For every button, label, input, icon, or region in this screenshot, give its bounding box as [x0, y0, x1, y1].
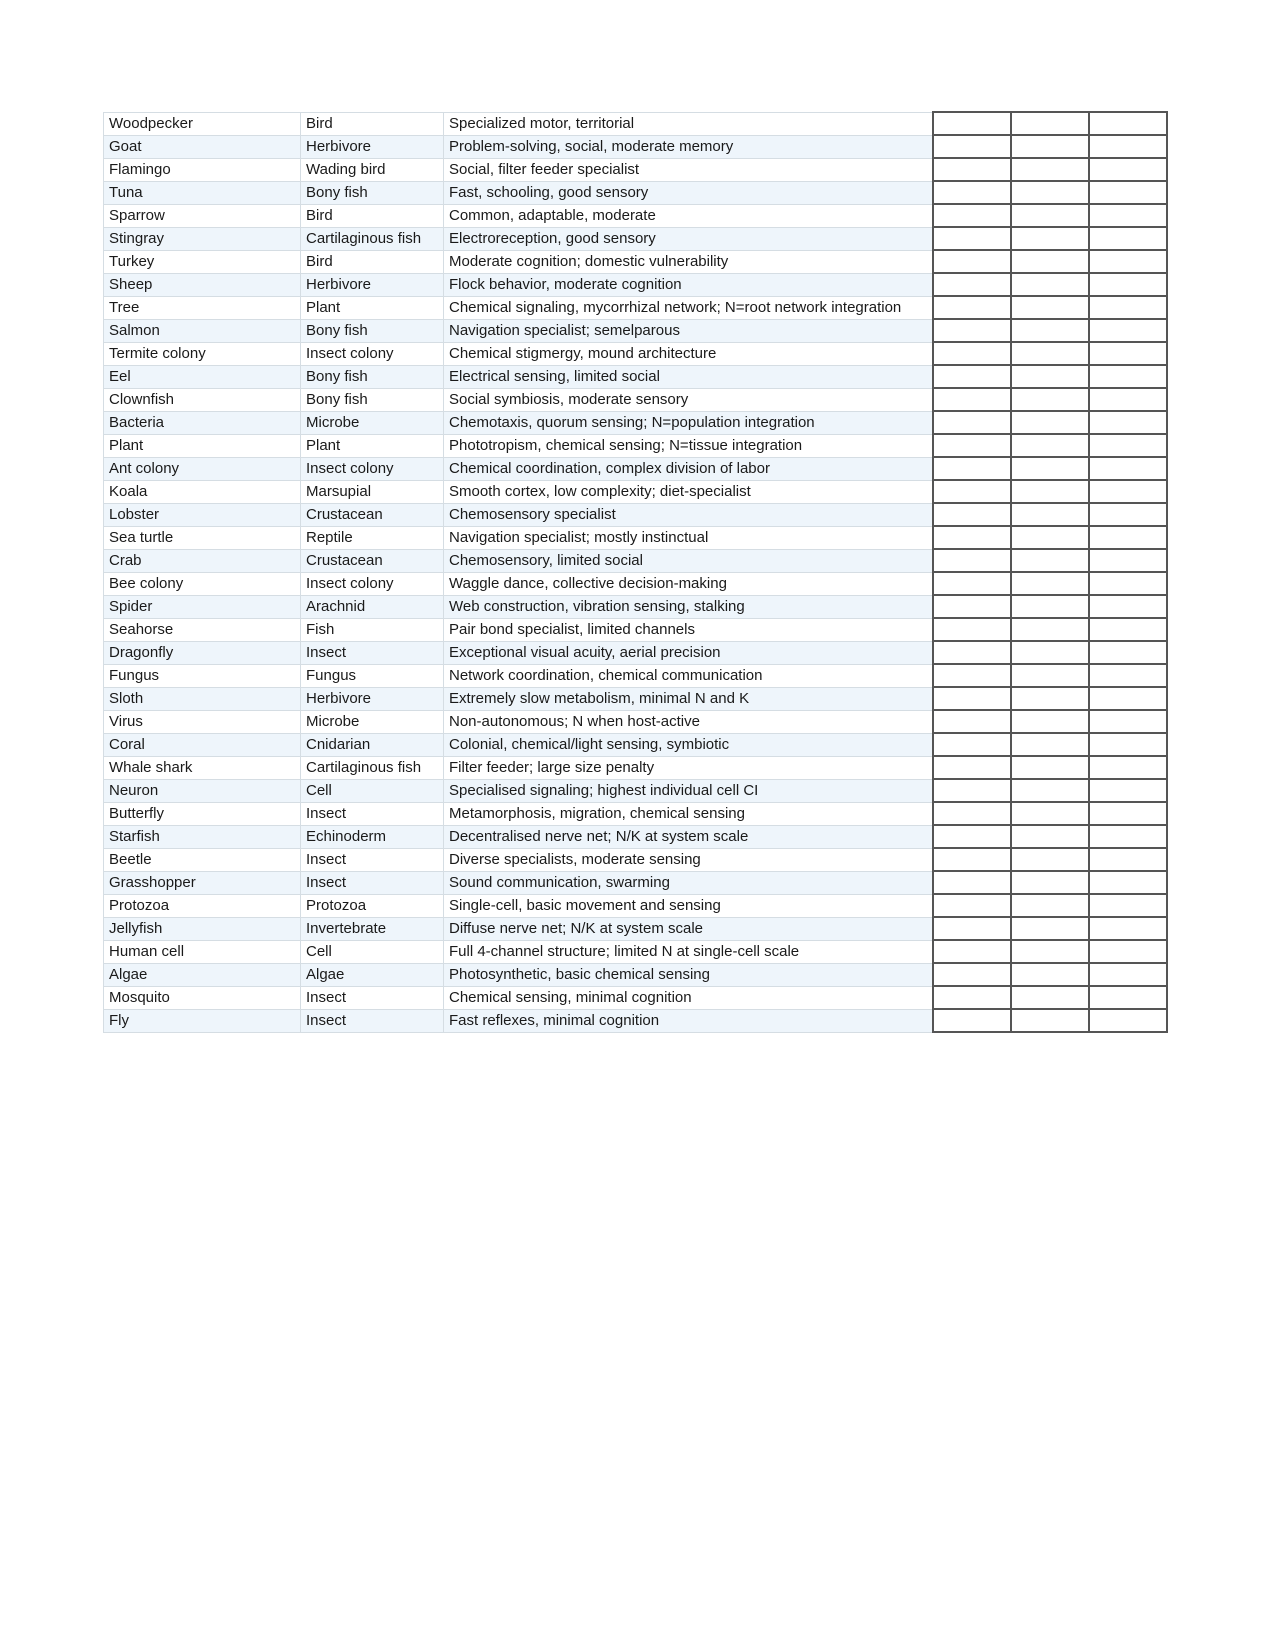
blank-input-cell[interactable]	[933, 296, 1011, 319]
blank-input-cell[interactable]	[933, 434, 1011, 457]
table-row	[104, 871, 1167, 894]
table-row	[104, 756, 1167, 779]
blank-input-cell[interactable]	[933, 227, 1011, 250]
species-category-cell[interactable]: Cell	[301, 779, 444, 802]
blank-input-cell[interactable]	[933, 848, 1011, 871]
blank-input-cell[interactable]	[1011, 388, 1089, 411]
table-row	[104, 457, 1167, 480]
table-body	[104, 112, 1167, 1032]
species-name-cell[interactable]: Tree	[104, 296, 301, 319]
blank-input-cell[interactable]	[1011, 526, 1089, 549]
blank-input-cell[interactable]	[1089, 296, 1167, 319]
table-row	[104, 710, 1167, 733]
species-name-cell[interactable]: Protozoa	[104, 894, 301, 917]
blank-input-cell[interactable]	[1089, 411, 1167, 434]
species-category-cell[interactable]: Microbe	[301, 411, 444, 434]
blank-input-cell[interactable]	[933, 526, 1011, 549]
species-description-cell[interactable]: Pair bond specialist, limited channels	[444, 618, 933, 641]
species-name-cell[interactable]: Sheep	[104, 273, 301, 296]
table-row	[104, 641, 1167, 664]
species-table	[103, 111, 1168, 1033]
blank-input-cell[interactable]	[1011, 618, 1089, 641]
species-category-cell[interactable]: Microbe	[301, 710, 444, 733]
species-description-cell[interactable]: Chemical sensing, minimal cognition	[444, 986, 933, 1009]
table-row	[104, 963, 1167, 986]
species-name-cell[interactable]: Dragonfly	[104, 641, 301, 664]
species-name-cell[interactable]: Jellyfish	[104, 917, 301, 940]
table-row	[104, 296, 1167, 319]
blank-input-cell[interactable]	[1011, 342, 1089, 365]
blank-input-cell[interactable]	[933, 687, 1011, 710]
blank-input-cell[interactable]	[933, 986, 1011, 1009]
blank-input-cell[interactable]	[1011, 227, 1089, 250]
blank-input-cell[interactable]	[933, 572, 1011, 595]
species-category-cell[interactable]: Echinoderm	[301, 825, 444, 848]
species-description-cell[interactable]: Colonial, chemical/light sensing, symbiotic	[444, 733, 933, 756]
blank-input-cell[interactable]	[933, 618, 1011, 641]
species-category-cell[interactable]: Insect colony	[301, 457, 444, 480]
blank-input-cell[interactable]	[933, 549, 1011, 572]
blank-input-cell[interactable]	[1011, 894, 1089, 917]
table-row	[104, 986, 1167, 1009]
species-name-cell[interactable]: Turkey	[104, 250, 301, 273]
species-description-cell[interactable]: Social, filter feeder specialist	[444, 158, 933, 181]
blank-input-cell[interactable]	[1011, 296, 1089, 319]
species-category-cell[interactable]: Algae	[301, 963, 444, 986]
blank-input-cell[interactable]	[1011, 963, 1089, 986]
blank-input-cell[interactable]	[1089, 204, 1167, 227]
species-name-cell[interactable]: Neuron	[104, 779, 301, 802]
blank-input-cell[interactable]	[1089, 227, 1167, 250]
species-name-cell[interactable]: Starfish	[104, 825, 301, 848]
table-row	[104, 342, 1167, 365]
species-category-cell[interactable]: Cnidarian	[301, 733, 444, 756]
species-category-cell[interactable]: Protozoa	[301, 894, 444, 917]
blank-input-cell[interactable]	[933, 733, 1011, 756]
species-description-cell[interactable]: Smooth cortex, low complexity; diet-specialist	[444, 480, 933, 503]
species-description-cell[interactable]: Photosynthetic, basic chemical sensing	[444, 963, 933, 986]
table-row	[104, 112, 1167, 135]
blank-input-cell[interactable]	[1089, 871, 1167, 894]
blank-input-cell[interactable]	[933, 342, 1011, 365]
species-description-cell[interactable]: Electrical sensing, limited social	[444, 365, 933, 388]
species-description-cell[interactable]: Fast, schooling, good sensory	[444, 181, 933, 204]
blank-input-cell[interactable]	[1089, 894, 1167, 917]
blank-input-cell[interactable]	[933, 411, 1011, 434]
species-description-cell[interactable]: Sound communication, swarming	[444, 871, 933, 894]
species-name-cell[interactable]: Grasshopper	[104, 871, 301, 894]
species-category-cell[interactable]: Bony fish	[301, 181, 444, 204]
species-category-cell[interactable]: Fish	[301, 618, 444, 641]
species-category-cell[interactable]: Plant	[301, 296, 444, 319]
species-description-cell[interactable]: Non-autonomous; N when host-active	[444, 710, 933, 733]
table-row	[104, 572, 1167, 595]
table-row	[104, 733, 1167, 756]
table-row	[104, 1009, 1167, 1032]
blank-input-cell[interactable]	[1011, 503, 1089, 526]
species-category-cell[interactable]: Bony fish	[301, 319, 444, 342]
species-name-cell[interactable]: Koala	[104, 480, 301, 503]
blank-input-cell[interactable]	[933, 779, 1011, 802]
blank-input-cell[interactable]	[1011, 204, 1089, 227]
blank-input-cell[interactable]	[1011, 572, 1089, 595]
species-category-cell[interactable]: Bird	[301, 204, 444, 227]
species-category-cell[interactable]: Bird	[301, 112, 444, 135]
species-description-cell[interactable]: Waggle dance, collective decision-making	[444, 572, 933, 595]
blank-input-cell[interactable]	[933, 158, 1011, 181]
species-category-cell[interactable]: Fungus	[301, 664, 444, 687]
species-category-cell[interactable]: Marsupial	[301, 480, 444, 503]
table-row	[104, 802, 1167, 825]
species-description-cell[interactable]: Filter feeder; large size penalty	[444, 756, 933, 779]
blank-input-cell[interactable]	[1011, 664, 1089, 687]
blank-input-cell[interactable]	[1011, 641, 1089, 664]
species-description-cell[interactable]: Specialized motor, territorial	[444, 112, 933, 135]
table-row	[104, 825, 1167, 848]
species-description-cell[interactable]: Common, adaptable, moderate	[444, 204, 933, 227]
species-description-cell[interactable]: Extremely slow metabolism, minimal N and K	[444, 687, 933, 710]
blank-input-cell[interactable]	[933, 319, 1011, 342]
blank-input-cell[interactable]	[1089, 135, 1167, 158]
table-row	[104, 273, 1167, 296]
table-row	[104, 779, 1167, 802]
blank-input-cell[interactable]	[1011, 319, 1089, 342]
blank-input-cell[interactable]	[1011, 687, 1089, 710]
blank-input-cell[interactable]	[933, 825, 1011, 848]
blank-input-cell[interactable]	[933, 802, 1011, 825]
blank-input-cell[interactable]	[1011, 434, 1089, 457]
blank-input-cell[interactable]	[1011, 135, 1089, 158]
table-row	[104, 411, 1167, 434]
species-name-cell[interactable]: Crab	[104, 549, 301, 572]
blank-input-cell[interactable]	[933, 940, 1011, 963]
blank-input-cell[interactable]	[1011, 871, 1089, 894]
species-description-cell[interactable]: Phototropism, chemical sensing; N=tissue integration	[444, 434, 933, 457]
blank-input-cell[interactable]	[1011, 825, 1089, 848]
species-description-cell[interactable]: Problem-solving, social, moderate memory	[444, 135, 933, 158]
species-category-cell[interactable]: Cell	[301, 940, 444, 963]
table-row	[104, 503, 1167, 526]
blank-input-cell[interactable]	[1011, 457, 1089, 480]
table-row	[104, 227, 1167, 250]
blank-input-cell[interactable]	[933, 480, 1011, 503]
blank-input-cell[interactable]	[933, 917, 1011, 940]
species-description-cell[interactable]: Fast reflexes, minimal cognition	[444, 1009, 933, 1032]
blank-input-cell[interactable]	[1089, 687, 1167, 710]
table-row	[104, 595, 1167, 618]
table-row	[104, 365, 1167, 388]
blank-input-cell[interactable]	[933, 894, 1011, 917]
blank-input-cell[interactable]	[933, 204, 1011, 227]
blank-input-cell[interactable]	[933, 710, 1011, 733]
species-category-cell[interactable]: Cartilaginous fish	[301, 227, 444, 250]
blank-input-cell[interactable]	[1089, 250, 1167, 273]
species-name-cell[interactable]: Bee colony	[104, 572, 301, 595]
species-name-cell[interactable]: Human cell	[104, 940, 301, 963]
table-row	[104, 917, 1167, 940]
blank-input-cell[interactable]	[1089, 319, 1167, 342]
blank-input-cell[interactable]	[1011, 181, 1089, 204]
species-description-cell[interactable]: Social symbiosis, moderate sensory	[444, 388, 933, 411]
blank-input-cell[interactable]	[1089, 986, 1167, 1009]
blank-input-cell[interactable]	[933, 871, 1011, 894]
species-description-cell[interactable]: Navigation specialist; mostly instinctual	[444, 526, 933, 549]
blank-input-cell[interactable]	[1011, 595, 1089, 618]
table-row	[104, 618, 1167, 641]
blank-input-cell[interactable]	[1011, 710, 1089, 733]
blank-input-cell[interactable]	[1089, 480, 1167, 503]
species-description-cell[interactable]: Full 4-channel structure; limited N at single-cell scale	[444, 940, 933, 963]
species-category-cell[interactable]: Insect	[301, 1009, 444, 1032]
blank-input-cell[interactable]	[1089, 388, 1167, 411]
table-row	[104, 940, 1167, 963]
blank-input-cell[interactable]	[1089, 779, 1167, 802]
blank-input-cell[interactable]	[1089, 273, 1167, 296]
blank-input-cell[interactable]	[1089, 158, 1167, 181]
species-category-cell[interactable]: Cartilaginous fish	[301, 756, 444, 779]
species-category-cell[interactable]: Wading bird	[301, 158, 444, 181]
species-name-cell[interactable]: Eel	[104, 365, 301, 388]
blank-input-cell[interactable]	[1011, 802, 1089, 825]
species-description-cell[interactable]: Chemical coordination, complex division of labor	[444, 457, 933, 480]
blank-input-cell[interactable]	[933, 664, 1011, 687]
blank-input-cell[interactable]	[1089, 1009, 1167, 1032]
species-name-cell[interactable]: Woodpecker	[104, 112, 301, 135]
blank-input-cell[interactable]	[933, 388, 1011, 411]
table-row	[104, 181, 1167, 204]
table-row	[104, 894, 1167, 917]
species-category-cell[interactable]: Insect	[301, 986, 444, 1009]
spreadsheet-page	[103, 111, 1166, 1033]
blank-input-cell[interactable]	[1089, 917, 1167, 940]
species-name-cell[interactable]: Whale shark	[104, 756, 301, 779]
species-category-cell[interactable]: Insect	[301, 848, 444, 871]
blank-input-cell[interactable]	[933, 250, 1011, 273]
species-name-cell[interactable]: Virus	[104, 710, 301, 733]
blank-input-cell[interactable]	[1011, 733, 1089, 756]
species-name-cell[interactable]: Algae	[104, 963, 301, 986]
blank-input-cell[interactable]	[1089, 112, 1167, 135]
table-row	[104, 848, 1167, 871]
species-description-cell[interactable]: Specialised signaling; highest individual cell CI	[444, 779, 933, 802]
blank-input-cell[interactable]	[1089, 802, 1167, 825]
blank-input-cell[interactable]	[1089, 940, 1167, 963]
species-name-cell[interactable]: Sloth	[104, 687, 301, 710]
species-category-cell[interactable]: Insect	[301, 641, 444, 664]
species-description-cell[interactable]: Electroreception, good sensory	[444, 227, 933, 250]
species-category-cell[interactable]: Insect colony	[301, 342, 444, 365]
species-category-cell[interactable]: Invertebrate	[301, 917, 444, 940]
species-category-cell[interactable]: Insect	[301, 871, 444, 894]
blank-input-cell[interactable]	[1089, 733, 1167, 756]
table-row	[104, 135, 1167, 158]
table-row	[104, 664, 1167, 687]
blank-input-cell[interactable]	[933, 503, 1011, 526]
blank-input-cell[interactable]	[1011, 756, 1089, 779]
species-name-cell[interactable]: Termite colony	[104, 342, 301, 365]
blank-input-cell[interactable]	[1089, 549, 1167, 572]
blank-input-cell[interactable]	[933, 135, 1011, 158]
blank-input-cell[interactable]	[1089, 963, 1167, 986]
blank-input-cell[interactable]	[1089, 572, 1167, 595]
species-name-cell[interactable]: Mosquito	[104, 986, 301, 1009]
species-name-cell[interactable]: Spider	[104, 595, 301, 618]
blank-input-cell[interactable]	[933, 963, 1011, 986]
species-description-cell[interactable]: Network coordination, chemical communication	[444, 664, 933, 687]
blank-input-cell[interactable]	[1011, 365, 1089, 388]
blank-input-cell[interactable]	[1089, 664, 1167, 687]
species-category-cell[interactable]: Herbivore	[301, 273, 444, 296]
blank-input-cell[interactable]	[1089, 756, 1167, 779]
blank-input-cell[interactable]	[933, 756, 1011, 779]
blank-input-cell[interactable]	[933, 457, 1011, 480]
species-name-cell[interactable]: Clownfish	[104, 388, 301, 411]
species-description-cell[interactable]: Diffuse nerve net; N/K at system scale	[444, 917, 933, 940]
blank-input-cell[interactable]	[1011, 158, 1089, 181]
blank-input-cell[interactable]	[1089, 526, 1167, 549]
blank-input-cell[interactable]	[1011, 112, 1089, 135]
species-description-cell[interactable]: Navigation specialist; semelparous	[444, 319, 933, 342]
blank-input-cell[interactable]	[1089, 618, 1167, 641]
species-category-cell[interactable]: Insect colony	[301, 572, 444, 595]
species-name-cell[interactable]: Coral	[104, 733, 301, 756]
blank-input-cell[interactable]	[1089, 365, 1167, 388]
table-row	[104, 526, 1167, 549]
species-description-cell[interactable]: Chemosensory specialist	[444, 503, 933, 526]
species-name-cell[interactable]: Sea turtle	[104, 526, 301, 549]
blank-input-cell[interactable]	[933, 1009, 1011, 1032]
blank-input-cell[interactable]	[1089, 825, 1167, 848]
blank-input-cell[interactable]	[1089, 434, 1167, 457]
blank-input-cell[interactable]	[933, 112, 1011, 135]
blank-input-cell[interactable]	[933, 595, 1011, 618]
species-name-cell[interactable]: Plant	[104, 434, 301, 457]
blank-input-cell[interactable]	[1089, 503, 1167, 526]
species-name-cell[interactable]: Ant colony	[104, 457, 301, 480]
species-description-cell[interactable]: Diverse specialists, moderate sensing	[444, 848, 933, 871]
species-description-cell[interactable]: Web construction, vibration sensing, stalking	[444, 595, 933, 618]
blank-input-cell[interactable]	[1011, 273, 1089, 296]
table-row	[104, 158, 1167, 181]
blank-input-cell[interactable]	[933, 365, 1011, 388]
blank-input-cell[interactable]	[1089, 848, 1167, 871]
table-row	[104, 319, 1167, 342]
blank-input-cell[interactable]	[1011, 1009, 1089, 1032]
species-name-cell[interactable]: Salmon	[104, 319, 301, 342]
blank-input-cell[interactable]	[933, 641, 1011, 664]
species-category-cell[interactable]: Crustacean	[301, 503, 444, 526]
blank-input-cell[interactable]	[1011, 779, 1089, 802]
species-name-cell[interactable]: Stingray	[104, 227, 301, 250]
blank-input-cell[interactable]	[1011, 848, 1089, 871]
table-row	[104, 434, 1167, 457]
table-row	[104, 549, 1167, 572]
blank-input-cell[interactable]	[1089, 342, 1167, 365]
species-category-cell[interactable]: Insect	[301, 802, 444, 825]
species-name-cell[interactable]: Lobster	[104, 503, 301, 526]
blank-input-cell[interactable]	[1011, 480, 1089, 503]
species-category-cell[interactable]: Reptile	[301, 526, 444, 549]
species-description-cell[interactable]: Exceptional visual acuity, aerial precision	[444, 641, 933, 664]
species-category-cell[interactable]: Herbivore	[301, 687, 444, 710]
species-name-cell[interactable]: Flamingo	[104, 158, 301, 181]
blank-input-cell[interactable]	[1011, 917, 1089, 940]
species-category-cell[interactable]: Plant	[301, 434, 444, 457]
blank-input-cell[interactable]	[1089, 457, 1167, 480]
species-description-cell[interactable]: Metamorphosis, migration, chemical sensing	[444, 802, 933, 825]
table-row	[104, 250, 1167, 273]
blank-input-cell[interactable]	[1011, 250, 1089, 273]
table-row	[104, 687, 1167, 710]
species-name-cell[interactable]: Goat	[104, 135, 301, 158]
species-category-cell[interactable]: Crustacean	[301, 549, 444, 572]
blank-input-cell[interactable]	[1089, 181, 1167, 204]
table-row	[104, 480, 1167, 503]
species-name-cell[interactable]: Fungus	[104, 664, 301, 687]
species-category-cell[interactable]: Bony fish	[301, 388, 444, 411]
species-description-cell[interactable]: Flock behavior, moderate cognition	[444, 273, 933, 296]
species-category-cell[interactable]: Arachnid	[301, 595, 444, 618]
species-description-cell[interactable]: Chemosensory, limited social	[444, 549, 933, 572]
blank-input-cell[interactable]	[1011, 549, 1089, 572]
species-category-cell[interactable]: Bony fish	[301, 365, 444, 388]
table-row	[104, 388, 1167, 411]
species-description-cell[interactable]: Chemotaxis, quorum sensing; N=population integration	[444, 411, 933, 434]
blank-input-cell[interactable]	[1089, 641, 1167, 664]
species-description-cell[interactable]: Moderate cognition; domestic vulnerability	[444, 250, 933, 273]
species-description-cell[interactable]: Chemical signaling, mycorrhizal network; N=root network integration	[444, 296, 933, 319]
species-name-cell[interactable]: Fly	[104, 1009, 301, 1032]
blank-input-cell[interactable]	[1089, 595, 1167, 618]
blank-input-cell[interactable]	[933, 273, 1011, 296]
blank-input-cell[interactable]	[1011, 411, 1089, 434]
table-row	[104, 204, 1167, 227]
species-name-cell[interactable]: Butterfly	[104, 802, 301, 825]
species-description-cell[interactable]: Single-cell, basic movement and sensing	[444, 894, 933, 917]
species-name-cell[interactable]: Beetle	[104, 848, 301, 871]
species-name-cell[interactable]: Tuna	[104, 181, 301, 204]
blank-input-cell[interactable]	[1011, 986, 1089, 1009]
species-name-cell[interactable]: Bacteria	[104, 411, 301, 434]
species-description-cell[interactable]: Chemical stigmergy, mound architecture	[444, 342, 933, 365]
species-name-cell[interactable]: Seahorse	[104, 618, 301, 641]
species-category-cell[interactable]: Bird	[301, 250, 444, 273]
blank-input-cell[interactable]	[1011, 940, 1089, 963]
blank-input-cell[interactable]	[933, 181, 1011, 204]
species-name-cell[interactable]: Sparrow	[104, 204, 301, 227]
species-description-cell[interactable]: Decentralised nerve net; N/K at system scale	[444, 825, 933, 848]
species-category-cell[interactable]: Herbivore	[301, 135, 444, 158]
blank-input-cell[interactable]	[1089, 710, 1167, 733]
